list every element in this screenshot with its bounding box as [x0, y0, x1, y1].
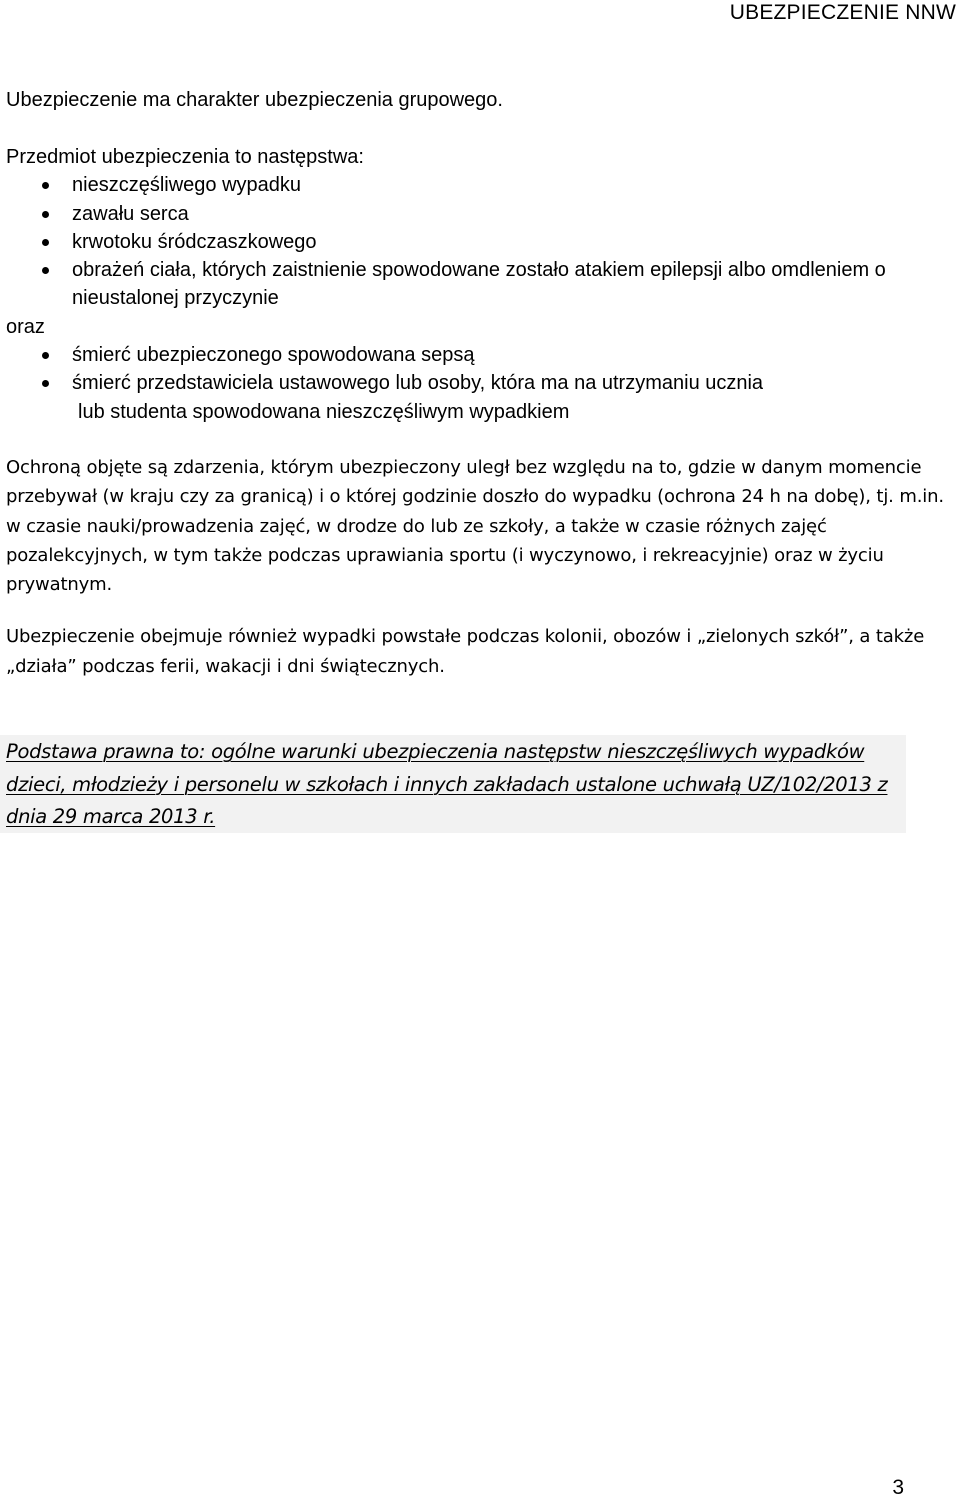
subject-heading: Przedmiot ubezpieczenia to następstwa:: [6, 146, 364, 168]
subject-list: [6, 171, 946, 312]
coverage-paragraph: Ochroną objęte są zdarzenia, którym ubezpieczony uległ bez względu na to, gdzie w danym momencie przebywał (w kraju czy za granicą) i o której godzinie doszło do wypadku (ochrona 24 h na dobę), tj. m.in. w czasie nauki/prowadzenia zajęć, w drodze do lub ze szkoły, a także w czasie różnych zajęć pozalekcyjnych, w tym także podczas uprawiania sportu (i wyczynowo, i rekreacyjnie) oraz w życiu prywatnym.: [6, 457, 944, 596]
additional-coverage-paragraph: Ubezpieczenie obejmuje również wypadki powstałe podczas kolonii, obozów i „zielonych szkół”, a także „działa” podczas ferii, wakacji i dni świątecznych.: [6, 626, 925, 677]
list-item: [6, 200, 946, 228]
additional-subject-list: [6, 341, 946, 426]
list-item-text: krwotoku śródczaszkowego: [72, 230, 317, 253]
bullet-icon: [42, 380, 49, 387]
list-connector: oraz: [6, 315, 45, 338]
list-item: [6, 171, 946, 199]
list-item: [6, 256, 946, 313]
insurance-subject-section: [6, 143, 946, 426]
bullet-icon: [42, 211, 49, 218]
document-header-title: UBEZPIECZENIE NNW: [729, 1, 956, 24]
list-item-text: obrażeń ciała, których zaistnienie spowodowane zostało atakiem epilepsji albo omdleniem o nieustalonej przyczynie: [72, 259, 886, 310]
list-item: [6, 228, 946, 256]
bullet-icon: [42, 352, 49, 359]
list-item: [6, 369, 946, 426]
list-item: [6, 341, 946, 369]
bullet-icon: [42, 267, 49, 274]
bullet-icon: [42, 239, 49, 246]
list-item-text: nieszczęśliwego wypadku: [72, 174, 302, 197]
page-number: 3: [892, 1476, 904, 1499]
legal-basis-text: Podstawa prawna to: ogólne warunki ubezpieczenia następstw nieszczęśliwych wypadków dzieci, młodzieży i personelu w szkołach i innych zakładach ustalone uchwałą UZ/102/2013 z dnia 29 marca 2013 r.: [6, 740, 888, 828]
list-item-text: śmierć przedstawiciela ustawowego lub osoby, która ma na utrzymaniu ucznia: [72, 372, 764, 395]
list-item-text: śmierć ubezpieczonego spowodowana sepsą: [72, 344, 475, 367]
intro-paragraph: Ubezpieczenie ma charakter ubezpieczenia grupowego.: [6, 89, 503, 111]
bullet-icon: [42, 182, 49, 189]
list-item-text: zawału serca: [72, 202, 189, 225]
list-item-continuation: lub studenta spowodowana nieszczęśliwym wypadkiem: [78, 400, 570, 423]
